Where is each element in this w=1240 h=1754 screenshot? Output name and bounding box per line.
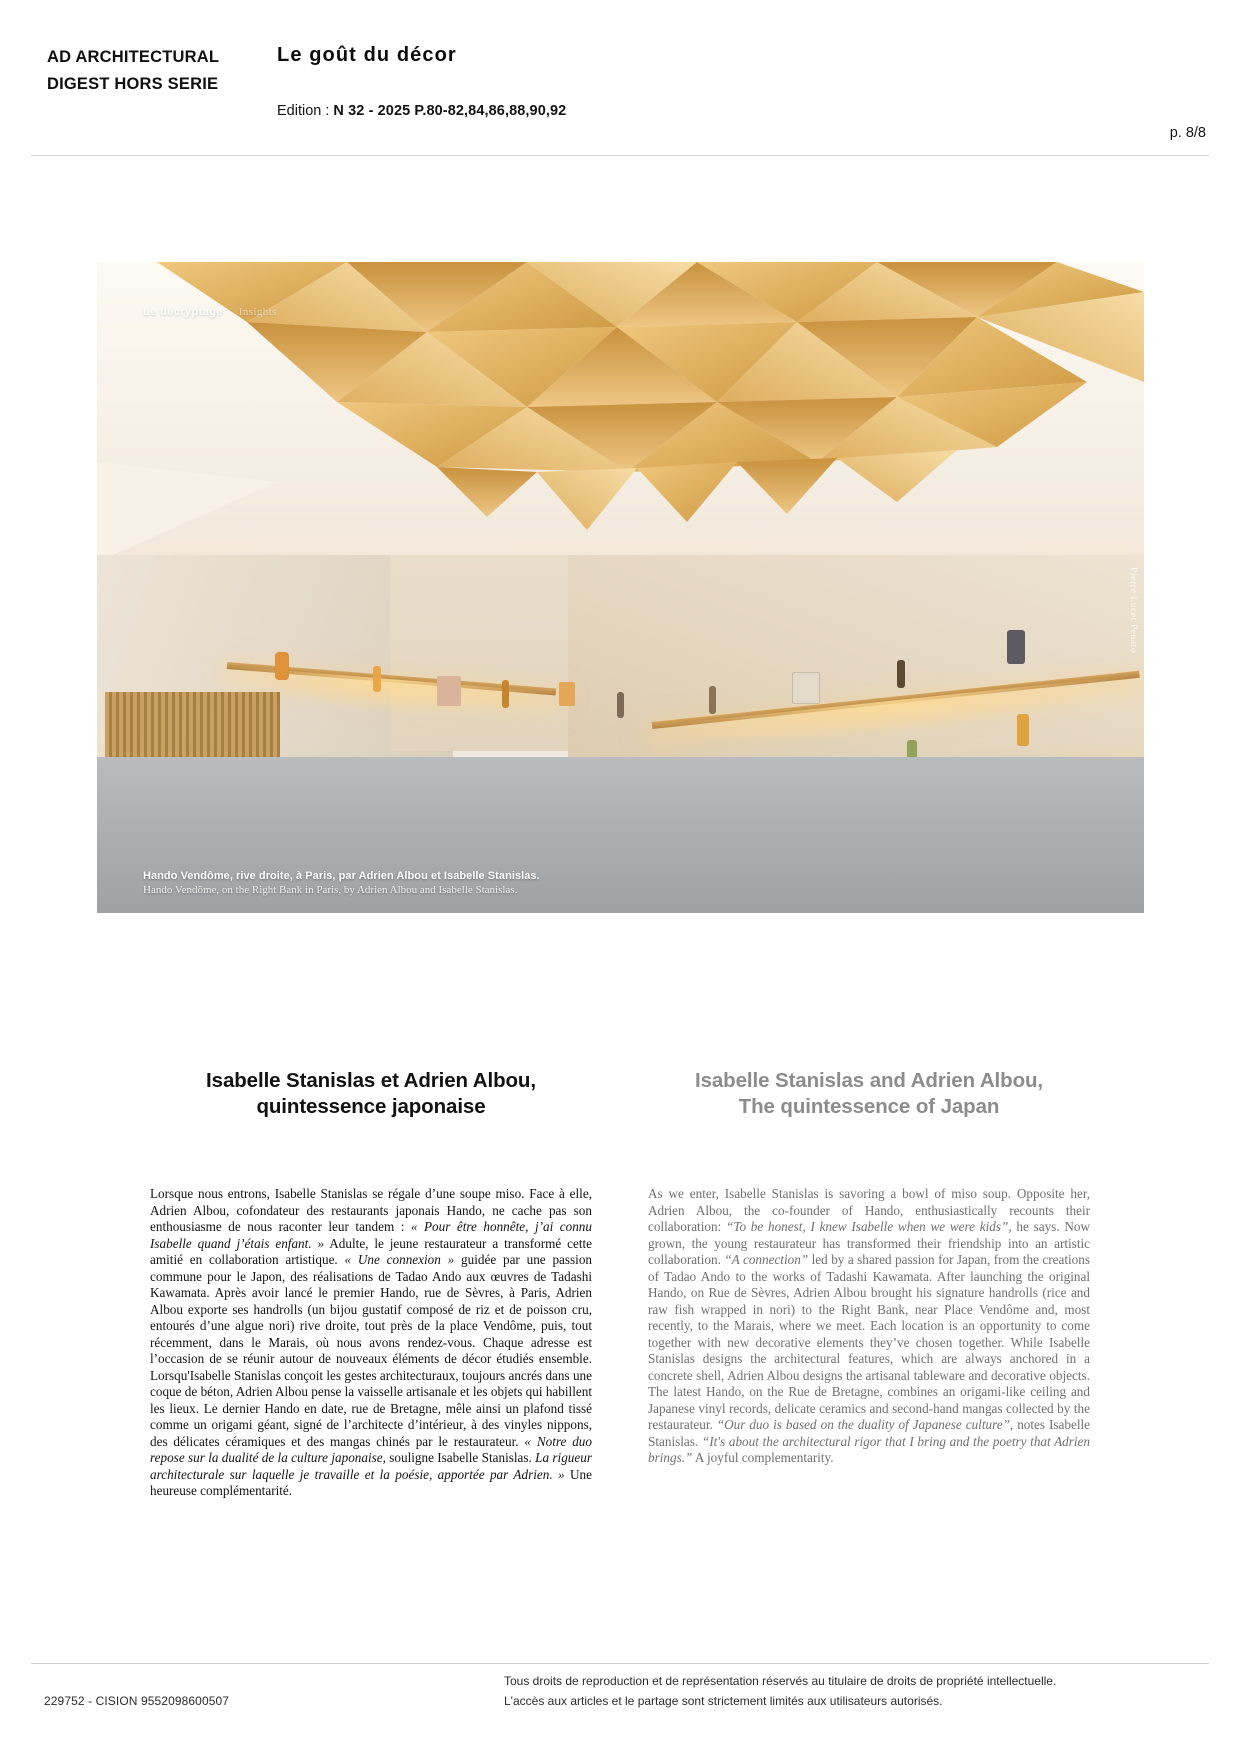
photo-kicker-fr: Le décryptage xyxy=(143,306,223,318)
footer-reference: 229752 - CISION 9552098600507 xyxy=(44,1694,230,1708)
heading-english-line-1: Isabelle Stanislas and Adrien Albou, xyxy=(694,1069,1044,1092)
article-photo xyxy=(97,262,1144,913)
photo-shelf-object xyxy=(617,692,624,718)
article-column-english xyxy=(648,1186,1090,1500)
heading-french-line-1: Isabelle Stanislas et Adrien Albou, xyxy=(206,1069,536,1092)
photo-shelf-object xyxy=(1007,630,1025,664)
page-indicator: p. 8/8 xyxy=(1169,125,1206,141)
photo-shelf-object xyxy=(897,660,905,688)
footer-rights-line-2: L'accès aux articles et le partage sont strictement limités aux utilisateurs autorisés. xyxy=(504,1693,943,1708)
footer-rights-line-1: Tous droits de reproduction et de représentation réservés au titulaire de droits de propriété intellectuelle. xyxy=(504,1674,1057,1688)
photo-shelf-object xyxy=(502,680,509,708)
photo-caption-fr: Hando Vendôme, rive droite, à Paris, par Adrien Albou et Isabelle Stanislas. xyxy=(143,870,540,882)
photo-caption-en: Hando Vendôme, on the Right Bank in Paris, by Adrien Albou and Isabelle Stanislas. xyxy=(143,884,518,896)
edition-label: Edition : xyxy=(277,103,334,119)
heading-english xyxy=(648,1068,1090,1120)
photo-shelf-object xyxy=(792,672,820,704)
photo-shelf-object xyxy=(559,682,575,706)
photo-shelf-object xyxy=(373,666,381,692)
publication-masthead xyxy=(47,44,277,98)
article-body xyxy=(150,1186,1090,1500)
footer-rights-notice xyxy=(504,1672,1204,1711)
photo-kicker-en: Insights xyxy=(238,306,277,318)
heading-french-line-2: quintessence japonaise xyxy=(256,1095,486,1118)
photo-shelf-object xyxy=(1017,714,1029,746)
masthead-line-1: AD ARCHITECTURAL xyxy=(47,48,220,66)
footer-divider xyxy=(31,1663,1209,1664)
photo-illustration xyxy=(97,262,1144,913)
article-column-french xyxy=(150,1186,592,1500)
photo-shelf-object xyxy=(275,652,289,680)
edition-line xyxy=(277,103,566,119)
photo-credit: Pierre Lucet Penato xyxy=(1128,567,1138,654)
edition-value: N 32 - 2025 P.80-82,84,86,88,90,92 xyxy=(333,103,567,119)
page-title: Le goût du décor xyxy=(277,44,457,66)
photo-kicker xyxy=(143,306,277,318)
heading-french xyxy=(150,1068,592,1120)
photo-shelf-object xyxy=(709,686,716,714)
article-text-french: Lorsque nous entrons, Isabelle Stanislas se régale d’une soupe miso. Face à elle, Adrien Albou, cofondateur des restaurants japonais Hando, ne cache pas son enthousiasme de nous raconter leur tandem : « Pour être honnête, j’ai connu Isabelle quand j’étais enfant. » Adulte, le jeune restaurateur a transformé cette amitié en collaboration artistique. « Une connexion » guidée par une passion commune pour le Japon, des réalisations de Tadao Ando aux œuvres de Tadashi Kawamata. Après avoir lancé le premier Hando, rue de Sèvres, à Paris, Adrien Albou exporte ses handrolls (un bijou gustatif composé de riz et de poisson cru, entourés d’une algue nori) rive droite, tout près de la place Vendôme, puis, tout récemment, dans le Marais, où nous avons rendez-vous. Chaque adresse est l’occasion de se réunir autour de nouveaux éléments de décor étudiés ensemble. Lorsqu'Isabelle Stanislas conçoit les gestes architecturaux, toujours ancrés dans une coque de béton, Adrien Albou pense la vaisselle artisanale et les objets qui habillent les lieux. Le dernier Hando en date, rue de Bretagne, mêle ainsi un plafond tissé comme un origami géant, signé de l’architecte d’intérieur, à des vinyles nippons, des délicates céramiques et des mangas chinés par le restaurateur. « Notre duo repose sur la dualité de la culture japonaise, souligne Isabelle Stanislas. La rigueur architecturale sur laquelle je travaille et la poésie, apportée par Adrien. » Une heureuse complémentarité. xyxy=(150,1186,593,1498)
photo-shelf-object xyxy=(437,676,461,706)
heading-english-line-2: The quintessence of Japan xyxy=(738,1095,1000,1118)
photo-caption xyxy=(143,869,1124,897)
masthead-line-2: DIGEST HORS SERIE xyxy=(47,75,219,93)
article-text-english: As we enter, Isabelle Stanislas is savoring a bowl of miso soup. Opposite her, Adrien Albou, the co-founder of Hando, enthusiastically recounts their collaboration: “To be honest, I knew Isabelle when we were kids”, he says. Now grown, the young restaurateur has transformed their friendship into an artistic collaboration. “A connection” led by a shared passion for Japan, from the creations of Tadao Ando to the works of Tadashi Kawamata. After launching the original Hando, on Rue de Sèvres, Adrien Albou brought his signature handrolls (rice and raw fish wrapped in nori) to the Right Bank, near Place Vendôme and, most recently, to the Marais, where we meet. Each location is an opportunity to come together with new decorative elements they’ve chosen together. While Isabelle Stanislas designs the architectural features, which are always anchored in a concrete shell, Adrien Albou designs the artisanal tableware and decorative objects. The latest Hando, on the Rue de Bretagne, combines an origami-like ceiling and Japanese vinyl records, delicate ceramics and second-hand mangas collected by the restaurateur. “Our duo is based on the duality of Japanese culture”, notes Isabelle Stanislas. “It's about the architectural rigor that I bring and the poetry that Adrien brings.” A joyful complementarity. xyxy=(648,1186,1091,1465)
article-headings xyxy=(150,1068,1090,1120)
header-divider xyxy=(31,155,1209,156)
